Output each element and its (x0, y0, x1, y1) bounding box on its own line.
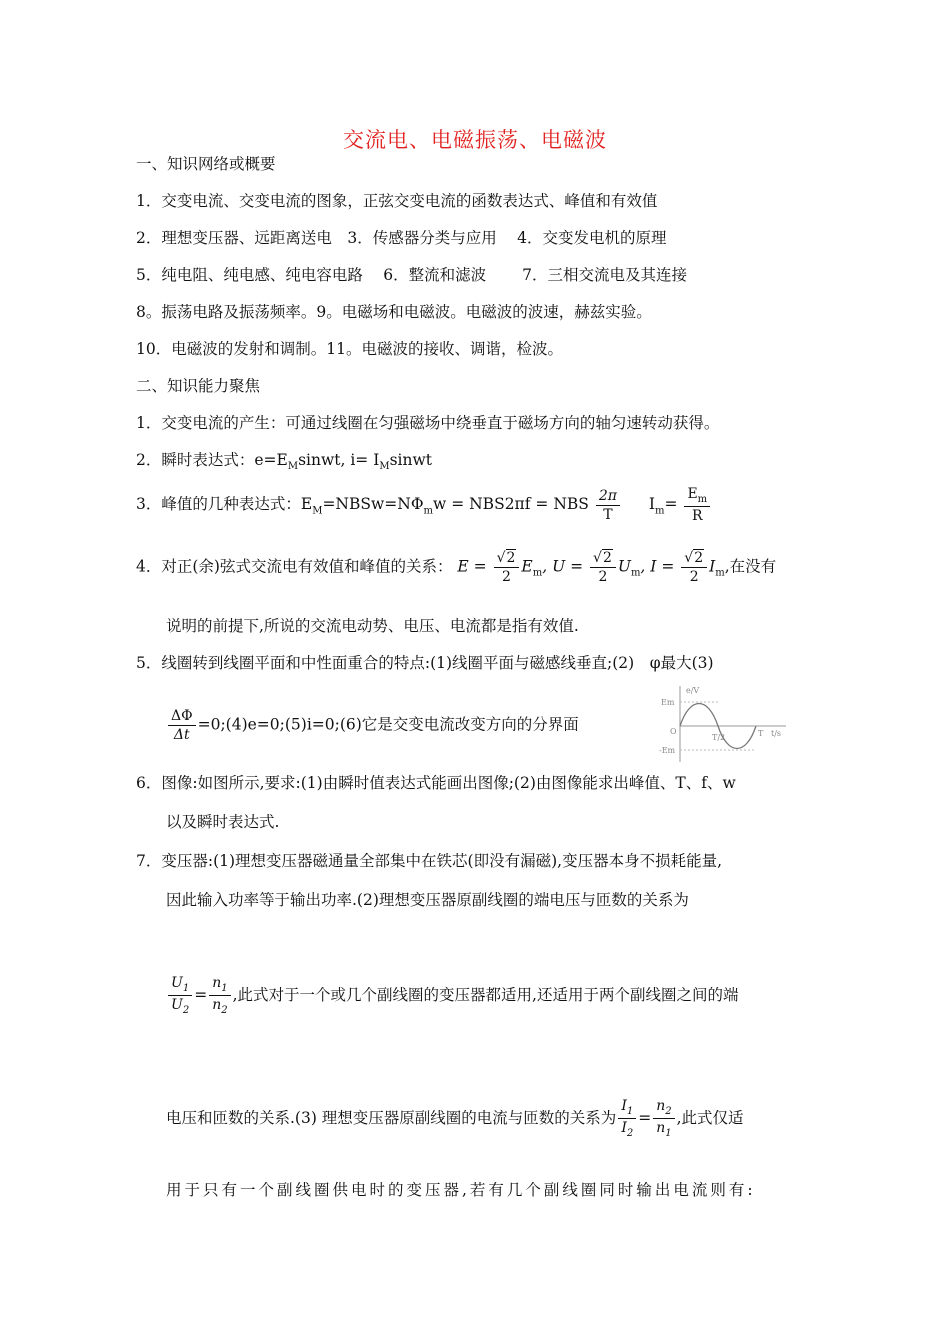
point-4-i-label: , I = (640, 557, 675, 576)
point-4-um-sub: m (630, 567, 641, 579)
point-2-sub-a: M (287, 461, 299, 473)
turns-ratio-num (209, 975, 230, 996)
point-7-line-2: 因此输入功率等于输出功率.(2)理想变压器原副线圈的端电压与匝数的关系为 (166, 891, 689, 909)
point-5-fraction (168, 708, 196, 743)
point-2-sub-b: M (379, 461, 390, 473)
point-7-line-4 (166, 1098, 744, 1140)
point-6-continued: 以及瞬时表达式. (166, 813, 280, 831)
current-ratio-eq: = (638, 1108, 652, 1127)
point-4-frac-u-num: √2 (590, 550, 616, 568)
current-turns-n2-sub: 2 (665, 1105, 672, 1117)
turns-ratio-n2-sub: 2 (221, 1005, 228, 1017)
current-ratio-i2: I (621, 1120, 627, 1137)
current-ratio-i1-sub: 1 (626, 1105, 634, 1117)
voltage-ratio-u1: U (171, 975, 183, 991)
point-5-frac-den: Δt (173, 727, 190, 744)
page-title: 交流电、电磁振荡、电磁波 (343, 128, 607, 152)
fig-origin: O (670, 727, 677, 736)
point-3-sub-a: M (312, 505, 323, 517)
point-4-frac-e-rad: 2 (506, 550, 516, 566)
point-5-continued (166, 708, 579, 743)
point-7-line-3 (166, 975, 738, 1017)
voltage-ratio-u1-sub: 1 (182, 982, 190, 994)
point-3-text-c: w = NBS2πf = NBS (433, 495, 589, 514)
point-3-fraction-2 (684, 486, 710, 524)
point-2 (136, 448, 432, 472)
turns-ratio-den (209, 996, 230, 1016)
current-ratio-i1: I (621, 1098, 627, 1114)
point-3-frac2-num (684, 486, 710, 507)
point-7: 7．变压器:(1)理想变压器磁通量全部集中在铁芯(即没有漏磁),变压器本身不损耗能量, (136, 852, 722, 870)
point-2-text-b: sinwt, i= I (298, 451, 380, 469)
point-3-im-eq: = (664, 495, 678, 514)
point-4-text-a: 4．对正(余)弦式交流电有效值和峰值的关系： (136, 557, 453, 576)
voltage-ratio-fraction (168, 975, 192, 1017)
point-4-frac-e (494, 550, 520, 585)
current-ratio-den (618, 1119, 636, 1139)
voltage-ratio-eq: = (194, 985, 208, 1004)
overview-line-3: 5．纯电阻、纯电感、纯电容电路 6．整流和滤波 7．三相交流电及其连接 (136, 266, 687, 284)
sine-wave-figure (658, 682, 790, 764)
point-7-text-c: ,此式对于一个或几个副线圈的变压器都适用,还适用于两个副线圈之间的端 (232, 985, 739, 1004)
point-3-fraction (596, 488, 620, 523)
point-4-em-sub: m (532, 567, 543, 579)
fig-half-period: T/2 (712, 733, 726, 742)
current-turns-n1-sub: 1 (665, 1128, 672, 1140)
overview-line-5: 10．电磁波的发射和调制。11。电磁波的接收、调谐，检波。 (136, 340, 563, 358)
point-3-im: I (648, 495, 656, 514)
current-turns-fraction (653, 1098, 674, 1140)
point-3-frac2-den: R (692, 508, 703, 525)
point-4-u-label: , U = (542, 557, 584, 576)
point-4-text-end: ,在没有 (724, 557, 777, 576)
point-4-frac-i (681, 550, 707, 585)
turns-ratio-n1: n (212, 975, 222, 991)
point-4-frac-i-rad: 2 (694, 550, 704, 566)
point-3 (136, 486, 712, 524)
turns-ratio-n1-sub: 1 (221, 982, 228, 994)
point-4-em: E (521, 557, 533, 576)
point-4 (136, 550, 776, 585)
current-turns-n1: n (656, 1120, 666, 1137)
voltage-ratio-den (168, 996, 192, 1016)
point-4-e-label: E = (457, 557, 487, 576)
point-1: 1．交变电流的产生：可通过线圈在匀强磁场中绕垂直于磁场方向的轴匀速转动获得。 (136, 414, 720, 432)
point-4-frac-u-den: 2 (598, 569, 608, 586)
point-4-um: U (617, 557, 631, 576)
current-turns-n2: n (656, 1098, 666, 1114)
point-5: 5．线圈转到线圈平面和中性面重合的特点:(1)线圈平面与磁感线垂直;(2) φ最大(3) (136, 654, 714, 672)
overview-line-4: 8。振荡电路及振荡频率。9。电磁场和电磁波。电磁波的波速，赫兹实验。 (136, 303, 652, 321)
point-7-text-e: ,此式仅适 (676, 1108, 744, 1127)
point-4-frac-e-den: 2 (502, 569, 511, 586)
section-heading-1: 一、知识网络或概要 (136, 155, 276, 173)
voltage-ratio-u2: U (171, 997, 183, 1014)
point-2-text-a: 2．瞬时表达式：e=E (136, 451, 288, 469)
voltage-ratio-num (168, 975, 192, 996)
turns-ratio-n2: n (212, 997, 222, 1014)
fig-t-unit: t/s (771, 729, 782, 738)
point-5-text-b: =0;(4)e=0;(5)i=0;(6)它是交变电流改变方向的分界面 (197, 715, 579, 734)
point-4-frac-i-num: √2 (681, 550, 707, 568)
point-4-im: I (709, 557, 716, 576)
fig-ylabel: e/V (686, 686, 700, 695)
point-6: 6．图像:如图所示,要求:(1)由瞬时值表达式能画出图像;(2)由图像能求出峰值、T、f、w (136, 774, 736, 792)
point-2-text-c: sinwt (389, 451, 432, 469)
current-turns-den (653, 1119, 674, 1139)
turns-ratio-fraction (209, 975, 230, 1017)
point-3-text-b: =NBSw=NΦ (322, 495, 424, 514)
point-7-text-d: 电压和匝数的关系.(3) 理想变压器原副线圈的电流与匝数的关系为 (166, 1108, 617, 1127)
point-5-frac-num: ΔΦ (168, 708, 196, 726)
current-ratio-fraction (618, 1098, 636, 1140)
voltage-ratio-u2-sub: 2 (182, 1005, 190, 1017)
point-4-frac-u (590, 550, 616, 585)
point-4-frac-u-rad: 2 (602, 550, 612, 566)
overview-line-2: 2．理想变压器、远距离送电 3．传感器分类与应用 4．交变发电机的原理 (136, 229, 667, 247)
section-heading-2: 二、知识能力聚焦 (136, 377, 261, 395)
point-3-frac-num: 2π (596, 488, 620, 506)
current-ratio-num (618, 1098, 636, 1119)
point-4-frac-i-den: 2 (689, 569, 699, 586)
point-3-frac2-num-sub: m (697, 493, 708, 505)
fig-em: Em (661, 698, 675, 707)
current-ratio-i2-sub: 2 (626, 1128, 634, 1140)
point-3-frac2-num-text: E (687, 486, 698, 502)
fig-period: T (758, 729, 764, 738)
point-4-frac-e-num: √2 (494, 550, 520, 568)
point-3-frac-den: T (603, 506, 613, 523)
point-3-im-sub: m (655, 505, 665, 517)
overview-line-1: 1．交变电流、交变电流的图象，正弦交变电流的函数表达式、峰值和有效值 (136, 192, 658, 210)
point-4-im-sub: m (715, 567, 725, 579)
point-4-continued: 说明的前提下,所说的交流电动势、电压、电流都是指有效值. (166, 617, 579, 635)
point-3-sub-b: m (423, 505, 434, 517)
current-turns-num (653, 1098, 674, 1119)
fig-negem: -Em (659, 746, 676, 755)
point-3-text-a: 3．峰值的几种表达式：E (136, 495, 313, 514)
point-7-line-5: 用于只有一个副线圈供电时的变压器,若有几个副线圈同时输出电流则有: (166, 1181, 756, 1199)
